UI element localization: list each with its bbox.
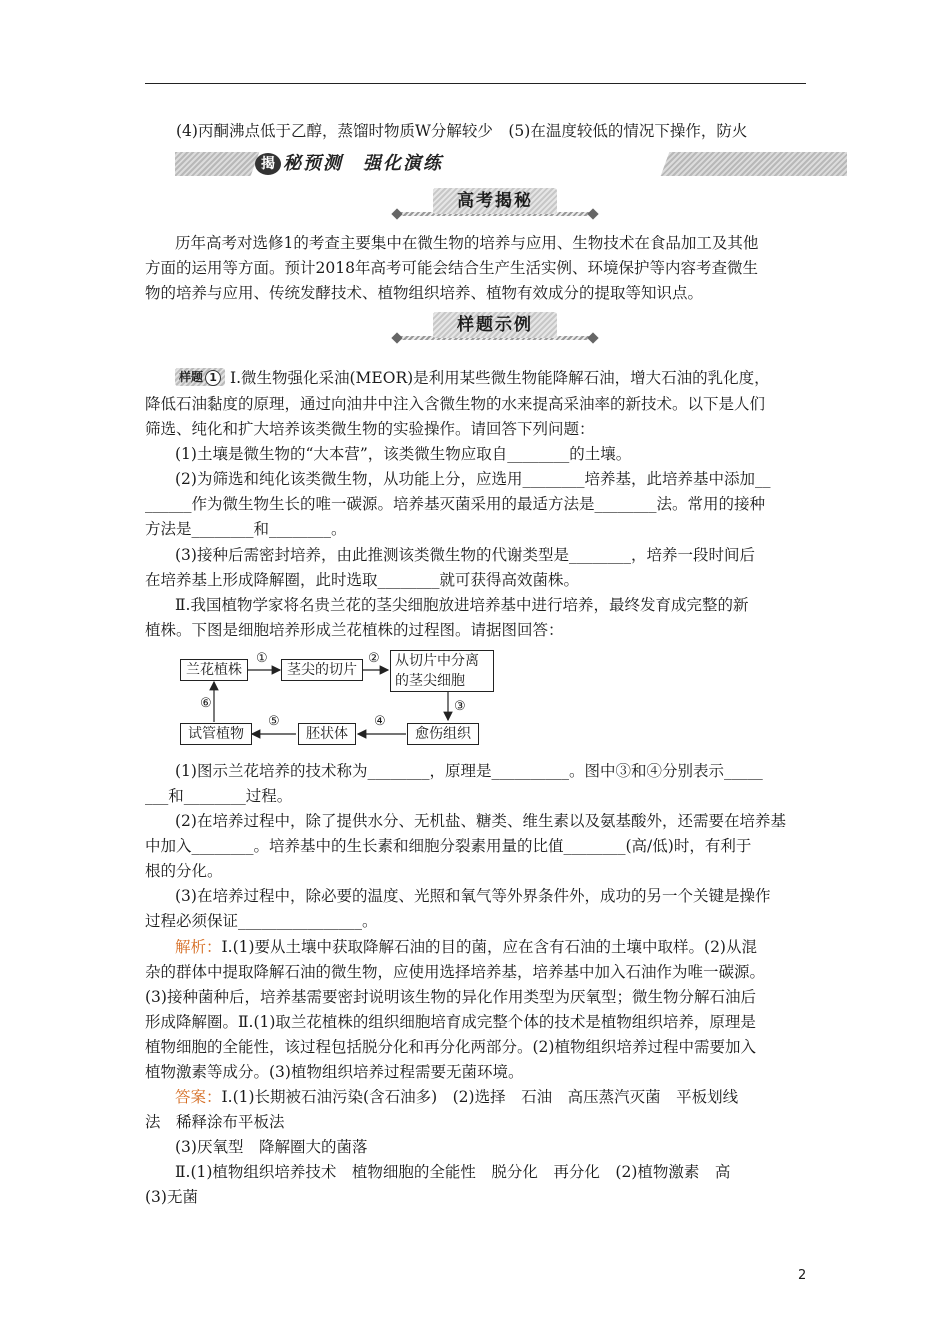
analysis-line: (3)接种菌种后，培养基需要密封说明该生物的异化作用类型为厌氧型；微生物分解石油后 [145, 988, 756, 1006]
part-2-intro: Ⅱ.我国植物学家将名贵兰花的茎尖细胞放进培养基中进行培养，最终发育成完整的新 [175, 596, 749, 614]
node-stem-slice: 茎尖的切片 [281, 659, 363, 681]
step-label: ① [256, 651, 268, 666]
node-callus: 愈伤组织 [407, 723, 479, 745]
node-orchid-plant: 兰花植株 [180, 659, 248, 681]
answer-label: 答案： [175, 1088, 222, 1106]
top-answer-line: (4)丙酮沸点低于乙醇，蒸馏时物质W分解较少 (5)在温度较低的情况下操作，防火 [176, 122, 748, 140]
banner-title: 秘预测 强化演练 [283, 153, 443, 174]
answer-line: Ⅱ.(1)植物组织培养技术 植物细胞的全能性 脱分化 再分化 (2)植物激素 高 [175, 1163, 731, 1181]
example-line: 在培养基上形成降解圈，此时选取________就可获得高效菌株。 [145, 571, 580, 589]
step-label: ⑤ [268, 714, 280, 729]
heading-yangti-shili [395, 312, 595, 346]
analysis-line: 植物细胞的全能性，该过程包括脱分化和再分化两部分。(2)植物组织培养过程中需要加入 [145, 1038, 756, 1056]
question-2-3: (3)在培养过程中，除必要的温度、光照和氧气等外界条件外，成功的另一个关键是操作 [175, 887, 771, 905]
example-line: 降低石油黏度的原理，通过向油井中注入含微生物的水来提高采油率的新技术。以下是人们 [145, 395, 766, 413]
example-line: 方法是________和________。 [145, 520, 347, 538]
step-label: ④ [374, 714, 386, 729]
node-test-tube-plant: 试管植物 [180, 723, 252, 745]
example-number: 1 [205, 370, 221, 386]
question-2: (2)为筛选和纯化该类微生物，从功能上分，应选用________培养基，此培养基中添加__ [175, 470, 771, 488]
page-number: 2 [798, 1268, 807, 1283]
example-text: Ⅰ.微生物强化采油(MEOR)是利用某些微生物能降解石油，增大石油的乳化度， [229, 369, 770, 387]
banner-badge: 揭 [255, 153, 281, 175]
section1-heading: 高考揭秘 [457, 191, 533, 211]
header-rule [145, 83, 806, 84]
section2-heading: 样题示例 [457, 315, 533, 335]
answer-first-line: 答案：Ⅰ.(1)长期被石油污染(含石油多) (2)选择 石油 高压蒸汽灭菌 平板划线 [175, 1088, 739, 1106]
question-line: 过程必须保证________________。 [145, 912, 378, 930]
example-line: 筛选、纯化和扩大培养该类微生物的实验操作。请回答下列问题： [145, 420, 595, 438]
analysis-first-line: 解析：Ⅰ.(1)要从土壤中获取降解石油的目的菌，应在含有石油的土壤中取样。(2)从混 [175, 938, 757, 956]
answer-line: 法 稀释涂布平板法 [145, 1113, 285, 1131]
step-label: ② [368, 651, 380, 666]
heading-gaokao-jiemi [395, 188, 595, 222]
node-embryoid: 胚状体 [298, 723, 356, 745]
node-isolated-cells: 从切片中分离 的茎尖细胞 [390, 650, 494, 692]
intro-line: 历年高考对选修1的考查主要集中在微生物的培养与应用、生物技术在食品加工及其他 [175, 234, 759, 252]
example-first-line [175, 367, 770, 389]
answer-line: (3)无菌 [145, 1188, 198, 1206]
question-line: 中加入________。培养基中的生长素和细胞分裂素用量的比值________(高/低)时，有利于 [145, 837, 752, 855]
analysis-line: 植物激素等成分。(3)植物组织培养过程需要无菌环境。 [145, 1063, 524, 1081]
question-line: 根的分化。 [145, 862, 223, 880]
step-label: ⑥ [200, 696, 212, 711]
question-2-1: (1)图示兰花培养的技术称为________，原理是__________。图中③和④分别表示_____ [175, 762, 763, 780]
section-banner [175, 152, 847, 176]
question-line: ___和________过程。 [145, 787, 293, 805]
step-label: ③ [454, 699, 466, 714]
answer-line: (3)厌氧型 降解圈大的菌落 [175, 1138, 368, 1156]
analysis-line: 杂的群体中提取降解石油的微生物，应使用选择培养基，培养基中加入石油作为唯一碳源。 [145, 963, 766, 981]
example-line: 植株。下图是细胞培养形成兰花植株的过程图。请据图回答： [145, 621, 564, 639]
analysis-line: 形成降解圈。Ⅱ.(1)取兰花植株的组织细胞培育成完整个体的技术是植物组织培养，原理是 [145, 1013, 756, 1031]
example-tag: 样题 1 [175, 368, 225, 386]
intro-line: 方面的运用等方面。预计2018年高考可能会结合生产生活实例、环境保护等内容考查微生 [145, 259, 758, 277]
question-2-2: (2)在培养过程中，除了提供水分、无机盐、糖类、维生素以及氨基酸外，还需要在培养基 [175, 812, 786, 830]
analysis-label: 解析： [175, 938, 222, 956]
orchid-culture-diagram [178, 650, 498, 750]
intro-line: 物的培养与应用、传统发酵技术、植物组织培养、植物有效成分的提取等知识点。 [145, 284, 704, 302]
question-3: (3)接种后需密封培养，由此推测该类微生物的代谢类型是________，培养一段时间后 [175, 546, 755, 564]
question-1: (1)土壤是微生物的“大本营”，该类微生物应取自________的土壤。 [175, 445, 632, 463]
example-line: ______作为微生物生长的唯一碳源。培养基灭菌采用的最适方法是________法。常用的接种 [145, 495, 766, 513]
